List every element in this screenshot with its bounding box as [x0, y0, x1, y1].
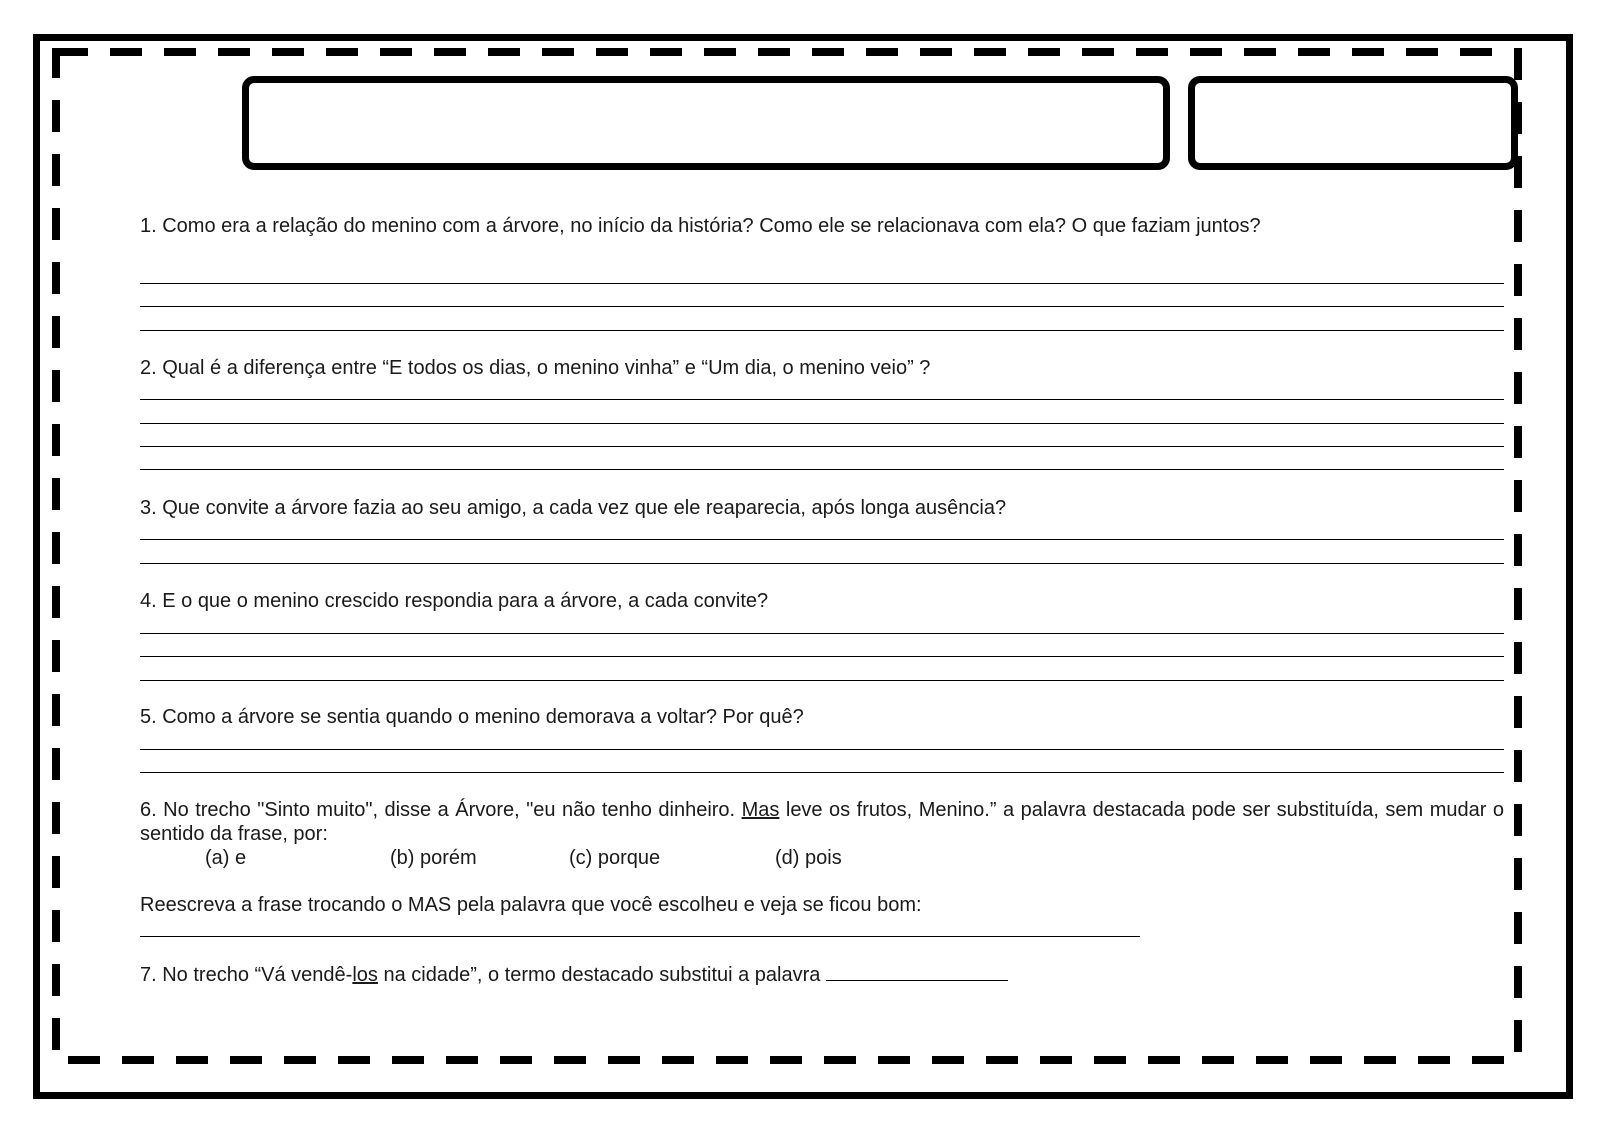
option-c[interactable]: (c) porque [569, 847, 661, 869]
answer-line[interactable] [140, 283, 1504, 284]
question-2: 2. Qual é a diferença entre “E todos os dias, o menino vinha” e “Um dia, o menino veio” ? [140, 357, 931, 379]
answer-line[interactable] [140, 539, 1504, 540]
answer-line[interactable] [140, 423, 1504, 424]
question-7-text-start: 7. No trecho “Vá vendê- [140, 964, 353, 986]
question-5: 5. Como a árvore se sentia quando o menino demorava a voltar? Por quê? [140, 706, 804, 728]
answer-line[interactable] [140, 656, 1504, 657]
question-7 [140, 962, 1504, 987]
name-field-box[interactable] [242, 76, 1170, 170]
option-d[interactable]: (d) pois [775, 847, 842, 869]
rewrite-instruction: Reescreva a frase trocando o MAS pela palavra que você escolheu e veja se ficou bom: [140, 894, 922, 916]
option-a[interactable]: (a) e [205, 847, 247, 869]
rewrite-answer-line[interactable] [140, 936, 1140, 937]
answer-line[interactable] [140, 469, 1504, 470]
highlighted-word-los: los [352, 964, 378, 986]
answer-line[interactable] [140, 680, 1504, 681]
answer-line[interactable] [140, 330, 1504, 331]
answer-line[interactable] [140, 772, 1504, 773]
question-3: 3. Que convite a árvore fazia ao seu amigo, a cada vez que ele reaparecia, após longa ausência? [140, 497, 1007, 519]
highlighted-word-mas: Mas [741, 799, 780, 821]
date-field-box[interactable] [1188, 76, 1518, 170]
question-6 [140, 798, 1504, 846]
question-6-text-start: 6. No trecho "Sinto muito", disse a Árvore, "eu não tenho dinheiro. [140, 799, 742, 821]
answer-line[interactable] [140, 306, 1504, 307]
fill-in-blank[interactable] [826, 962, 1008, 981]
answer-line[interactable] [140, 563, 1504, 564]
answer-line[interactable] [140, 633, 1504, 634]
option-b[interactable]: (b) porém [390, 847, 477, 869]
answer-line[interactable] [140, 446, 1504, 447]
question-1: 1. Como era a relação do menino com a árvore, no início da história? Como ele se relacionava com ela? O que faziam juntos? [140, 215, 1261, 237]
question-7-text-end: na cidade”, o termo destacado substitui a palavra [377, 964, 826, 986]
question-4: 4. E o que o menino crescido respondia para a árvore, a cada convite? [140, 590, 769, 612]
question-6-text-end: leve os frutos, Menino.” a palavra destacada pode ser substituída, sem mudar o sentido da frase, por: [140, 799, 1504, 845]
page-border-dashed [52, 48, 1554, 1085]
answer-line[interactable] [140, 399, 1504, 400]
answer-line[interactable] [140, 749, 1504, 750]
